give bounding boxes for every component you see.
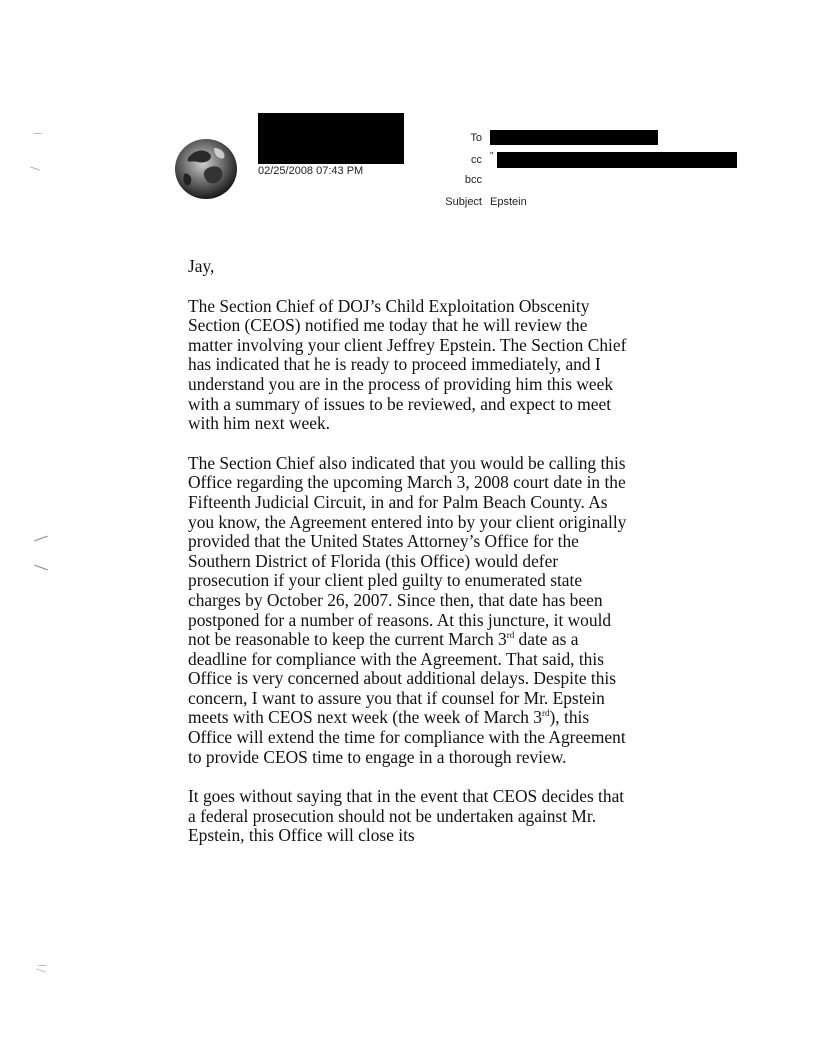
scan-mark xyxy=(34,565,47,571)
subject-value: Epstein xyxy=(490,196,527,208)
scan-mark xyxy=(36,968,46,972)
greeting: Jay, xyxy=(188,256,215,276)
ordinal-suffix-2: rd xyxy=(542,708,550,719)
ordinal-suffix-1: rd xyxy=(506,630,515,641)
scan-mark xyxy=(34,536,47,542)
bcc-label: bcc xyxy=(464,174,482,186)
sender-avatar xyxy=(174,138,238,200)
paragraph-2 xyxy=(188,454,628,768)
redacted-cc-recipients xyxy=(497,152,737,168)
paragraph-2-part-c: ), this Office will extend the time for compliance with the Agreement to provide CEOS time to engage in a thorough review. xyxy=(188,707,626,767)
scan-mark xyxy=(30,166,40,170)
paragraph-2-part-a: The Section Chief also indicated that you would be calling this Office regarding the upcoming March 3, 2008 court date in the Fifteenth Judicial Circuit, in and for Palm Beach County. As you know, the Agreement entered into by your client originally provided that the United States Attorney’s Office for the Southern District of Florida (this Office) would defer prosecution if your client pled guilty to enumerated state charges by October 26, 2007. Since then, that date has been postponed for a number of reasons. At this juncture, it would not be reasonable to keep the current March 3 xyxy=(188,452,627,650)
redacted-sender-name xyxy=(258,113,404,164)
scan-mark xyxy=(34,133,42,134)
scan-mark xyxy=(38,965,46,966)
cc-label: cc xyxy=(471,154,482,166)
paragraph-1: The Section Chief of DOJ’s Child Exploitation Obscenity Section (CEOS) notified me today that he will review the matter involving your client Jeffrey Epstein. The Section Chief has indicated that he is ready to proceed immediately, and I understand you are in the process of providing him this week with a summary of issues to be reviewed, and expect to meet with him next week. xyxy=(188,295,627,434)
letter-body xyxy=(188,257,628,846)
redacted-to-recipient xyxy=(490,130,658,145)
paragraph-2-part-b: date as a deadline for compliance with the Agreement. That said, this Office is very concerned about additional delays. Despite this concern, I want to assure you that if counsel for Mr. Epstein meets with CEOS next week (the week of March 3 xyxy=(188,629,617,728)
sent-timestamp: 02/25/2008 07:43 PM xyxy=(258,165,364,177)
paragraph-3: It goes without saying that in the event that CEOS decides that a federal prosecution should not be undertaken against Mr. Epstein, this Office will close its xyxy=(188,786,625,846)
to-label: To xyxy=(470,132,482,144)
cc-quote-mark: " xyxy=(490,151,494,162)
subject-label: Subject xyxy=(445,196,482,208)
